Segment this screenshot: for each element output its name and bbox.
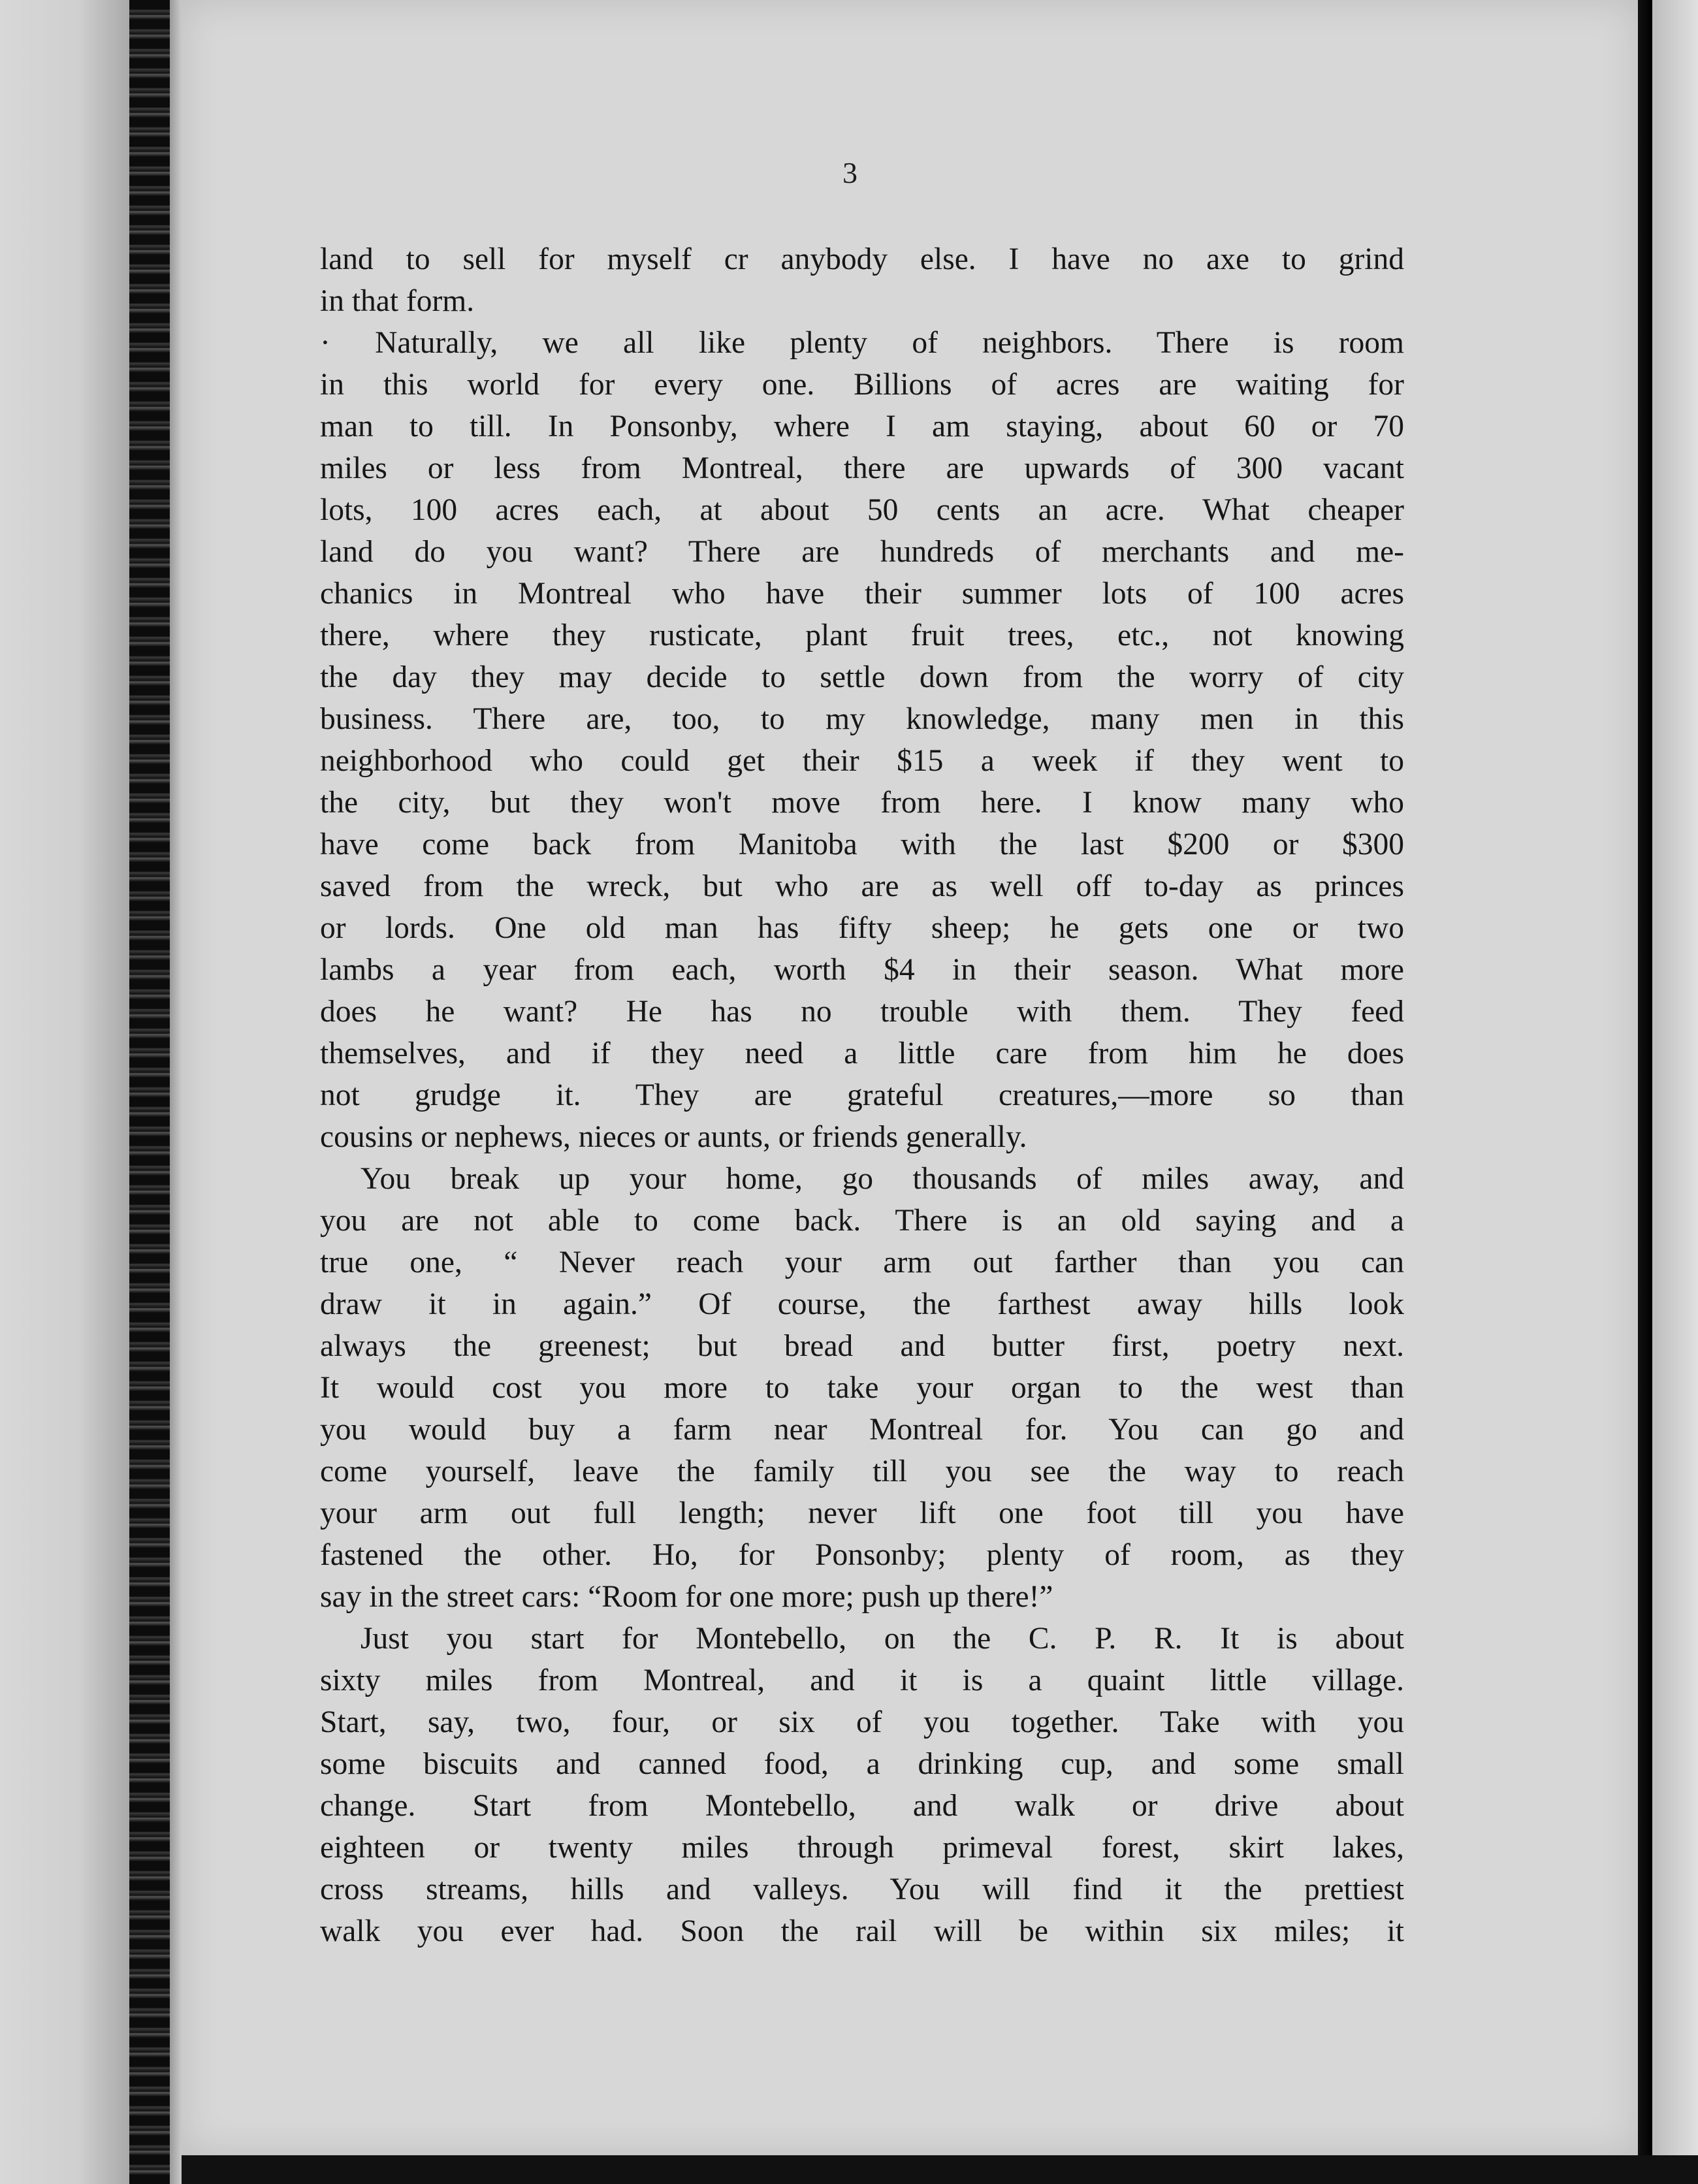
text-line: come yourself, leave the family till you see the way to reach bbox=[320, 1454, 1404, 1488]
text-line: · Naturally, we all like plenty of neighbors. There is room bbox=[320, 326, 1404, 360]
text-line: eighteen or twenty miles through primeval forest, skirt lakes, bbox=[320, 1831, 1404, 1865]
text-line: or lords. One old man has fifty sheep; he gets one or two bbox=[320, 911, 1404, 945]
text-line: your arm out full length; never lift one foot till you have bbox=[320, 1496, 1404, 1530]
text-line: themselves, and if they need a little care from him he does bbox=[320, 1036, 1404, 1070]
page-number: 3 bbox=[842, 156, 857, 189]
facing-page-edge bbox=[0, 0, 131, 2184]
text-line: fastened the other. Ho, for Ponsonby; plenty of room, as they bbox=[320, 1538, 1404, 1572]
binding-shadow bbox=[170, 0, 183, 2184]
text-line: some biscuits and canned food, a drinking cup, and some small bbox=[320, 1747, 1404, 1781]
text-line: true one, “ Never reach your arm out farther than you can bbox=[320, 1245, 1404, 1279]
text-line: miles or less from Montreal, there are upwards of 300 vacant bbox=[320, 451, 1404, 485]
text-line: Just you start for Montebello, on the C. P. R. It is about bbox=[360, 1622, 1404, 1656]
text-line: draw it in again.” Of course, the farthest away hills look bbox=[320, 1287, 1404, 1321]
scan-border-bottom bbox=[182, 2155, 1698, 2184]
text-line: in this world for every one. Billions of acres are waiting for bbox=[320, 368, 1404, 402]
text-line: walk you ever had. Soon the rail will be within six miles; it bbox=[320, 1914, 1404, 1948]
text-line: cross streams, hills and valleys. You will find it the prettiest bbox=[320, 1872, 1404, 1906]
text-line: in that form. bbox=[320, 284, 475, 318]
text-line: there, where they rusticate, plant fruit trees, etc., not knowing bbox=[320, 618, 1404, 652]
scan-border-right bbox=[1652, 0, 1698, 2184]
text-line: man to till. In Ponsonby, where I am staying, about 60 or 70 bbox=[320, 410, 1404, 443]
page-right-edge bbox=[1638, 0, 1652, 2184]
text-line: Start, say, two, four, or six of you together. Take with you bbox=[320, 1705, 1404, 1739]
text-line: cousins or nephews, nieces or aunts, or friends generally. bbox=[320, 1120, 1027, 1154]
text-line: the day they may decide to settle down from the worry of city bbox=[320, 660, 1404, 694]
text-line: chanics in Montreal who have their summer lots of 100 acres bbox=[320, 577, 1404, 611]
text-line: say in the street cars: “Room for one more; push up there!” bbox=[320, 1580, 1053, 1614]
text-line: lambs a year from each, worth $4 in their season. What more bbox=[320, 953, 1404, 987]
text-line: sixty miles from Montreal, and it is a quaint little village. bbox=[320, 1663, 1404, 1697]
text-line: business. There are, too, to my knowledge, many men in this bbox=[320, 702, 1404, 736]
text-line: you are not able to come back. There is an old saying and a bbox=[320, 1204, 1404, 1238]
text-line: you would buy a farm near Montreal for. You can go and bbox=[320, 1413, 1404, 1447]
text-line: does he want? He has no trouble with them. They feed bbox=[320, 995, 1404, 1029]
text-line: lots, 100 acres each, at about 50 cents an acre. What cheaper bbox=[320, 493, 1404, 527]
text-line: not grudge it. They are grateful creatures,—more so than bbox=[320, 1078, 1404, 1112]
text-line: neighborhood who could get their $15 a week if they went to bbox=[320, 744, 1404, 778]
body-text bbox=[320, 238, 1404, 1952]
text-line: land to sell for myself cr anybody else. I have no axe to grind bbox=[320, 242, 1404, 276]
text-line: You break up your home, go thousands of miles away, and bbox=[360, 1162, 1404, 1196]
text-line: always the greenest; but bread and butter first, poetry next. bbox=[320, 1329, 1404, 1363]
text-line: the city, but they won't move from here. I know many who bbox=[320, 786, 1404, 820]
text-line: saved from the wreck, but who are as well off to-day as princes bbox=[320, 869, 1404, 903]
text-line: land do you want? There are hundreds of merchants and me- bbox=[320, 535, 1404, 569]
text-line: have come back from Manitoba with the last $200 or $300 bbox=[320, 827, 1404, 861]
text-line: change. Start from Montebello, and walk or drive about bbox=[320, 1789, 1404, 1823]
book-binding bbox=[129, 0, 170, 2184]
text-line: It would cost you more to take your organ to the west than bbox=[320, 1371, 1404, 1405]
